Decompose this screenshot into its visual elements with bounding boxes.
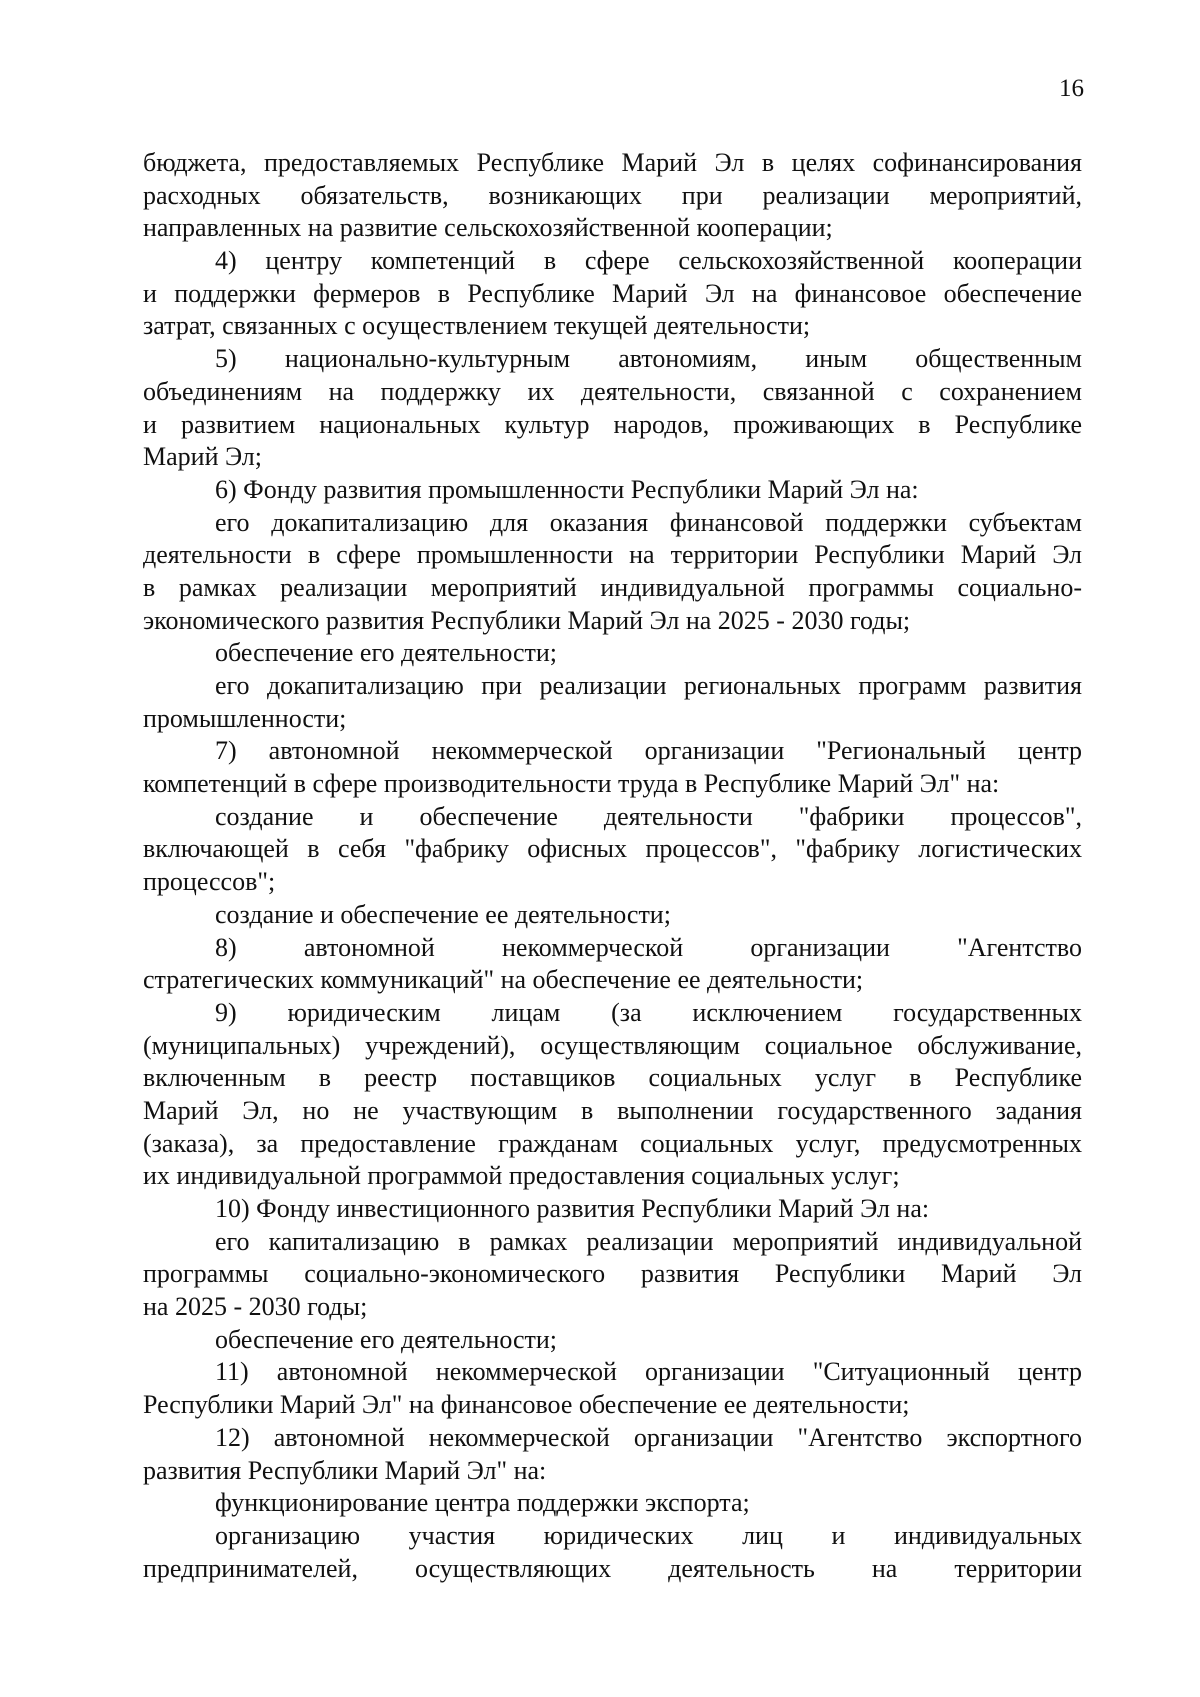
text-line: 5) национально-культурным автономиям, иным общественным [215,344,1082,374]
text-line: предпринимателей, осуществляющих деятельность на территории [143,1553,1082,1583]
text-line: обеспечение его деятельности; [215,1324,558,1354]
text-line: промышленности; [143,703,347,733]
text-line: экономического развития Республики Марий Эл на 2025 - 2030 годы; [143,605,911,635]
text-line: создание и обеспечение деятельности "фабрики процессов", [215,801,1082,831]
text-line: функционирование центра поддержки экспорта; [215,1488,750,1518]
text-line: и поддержки фермеров в Республике Марий Эл на финансовое обеспечение [143,278,1082,308]
text-line: Марий Эл; [143,442,263,472]
text-line: расходных обязательств, возникающих при реализации мероприятий, [143,180,1082,210]
text-line: его докапитализацию при реализации региональных программ развития [215,671,1082,700]
text-line: на 2025 - 2030 годы; [143,1292,368,1322]
text-line: программы социально-экономического развития Республики Марий Эл [143,1259,1082,1289]
text-line: (муниципальных) учреждений), осуществляющим социальное обслуживание, [143,1030,1082,1060]
document-body [143,147,1082,1585]
text-line: процессов"; [143,867,276,897]
text-line: 11) автономной некоммерческой организации "Ситуационный центр [215,1357,1082,1387]
text-line: бюджета, предоставляемых Республике Марий Эл в целях софинансирования [143,148,1082,177]
text-line: его капитализацию в рамках реализации мероприятий индивидуальной [215,1226,1082,1256]
text-line: в рамках реализации мероприятий индивидуальной программы социально- [143,572,1082,602]
text-line: 10) Фонду инвестиционного развития Республики Марий Эл на: [215,1194,930,1223]
text-line: развития Республики Марий Эл" на: [143,1455,547,1485]
text-line: включенным в реестр поставщиков социальных услуг в Республике [143,1063,1082,1093]
text-line: 8) автономной некоммерческой организации "Агентство [215,932,1082,962]
text-line: 7) автономной некоммерческой организации "Региональный центр [215,736,1082,766]
text-line: 9) юридическим лицам (за исключением государственных [215,997,1082,1027]
text-line: его докапитализацию для оказания финансовой поддержки субъектам [215,507,1082,537]
text-line: направленных на развитие сельскохозяйственной кооперации; [143,213,833,243]
text-line: включающей в себя "фабрику офисных процессов", "фабрику логистических [143,834,1082,864]
text-line: (заказа), за предоставление гражданам социальных услуг, предусмотренных [143,1128,1082,1158]
text-line: объединениям на поддержку их деятельности, связанной с сохранением [143,376,1082,406]
text-line: и развитием национальных культур народов, проживающих в Республике [143,409,1082,439]
text-line: затрат, связанных с осуществлением текущей деятельности; [143,311,811,341]
text-line: обеспечение его деятельности; [215,638,558,668]
text-line: компетенций в сфере производительности труда в Республике Марий Эл" на: [143,769,1000,799]
text-line: Республики Марий Эл" на финансовое обеспечение ее деятельности; [143,1390,910,1420]
text-line: 12) автономной некоммерческой организации "Агентство экспортного [215,1422,1082,1452]
page-number: 16 [1059,75,1084,102]
text-line: 6) Фонду развития промышленности Республики Марий Эл на: [215,474,919,504]
text-line: 4) центру компетенций в сфере сельскохозяйственной кооперации [215,246,1082,276]
text-line: деятельности в сфере промышленности на территории Республики Марий Эл [143,540,1082,570]
text-line: организацию участия юридических лиц и индивидуальных [215,1520,1082,1550]
text-line: Марий Эл, но не участвующим в выполнении государственного задания [143,1095,1082,1125]
text-line: их индивидуальной программой предоставления социальных услуг; [143,1161,900,1191]
text-line: создание и обеспечение ее деятельности; [215,899,671,929]
text-line: стратегических коммуникаций" на обеспечение ее деятельности; [143,965,864,995]
